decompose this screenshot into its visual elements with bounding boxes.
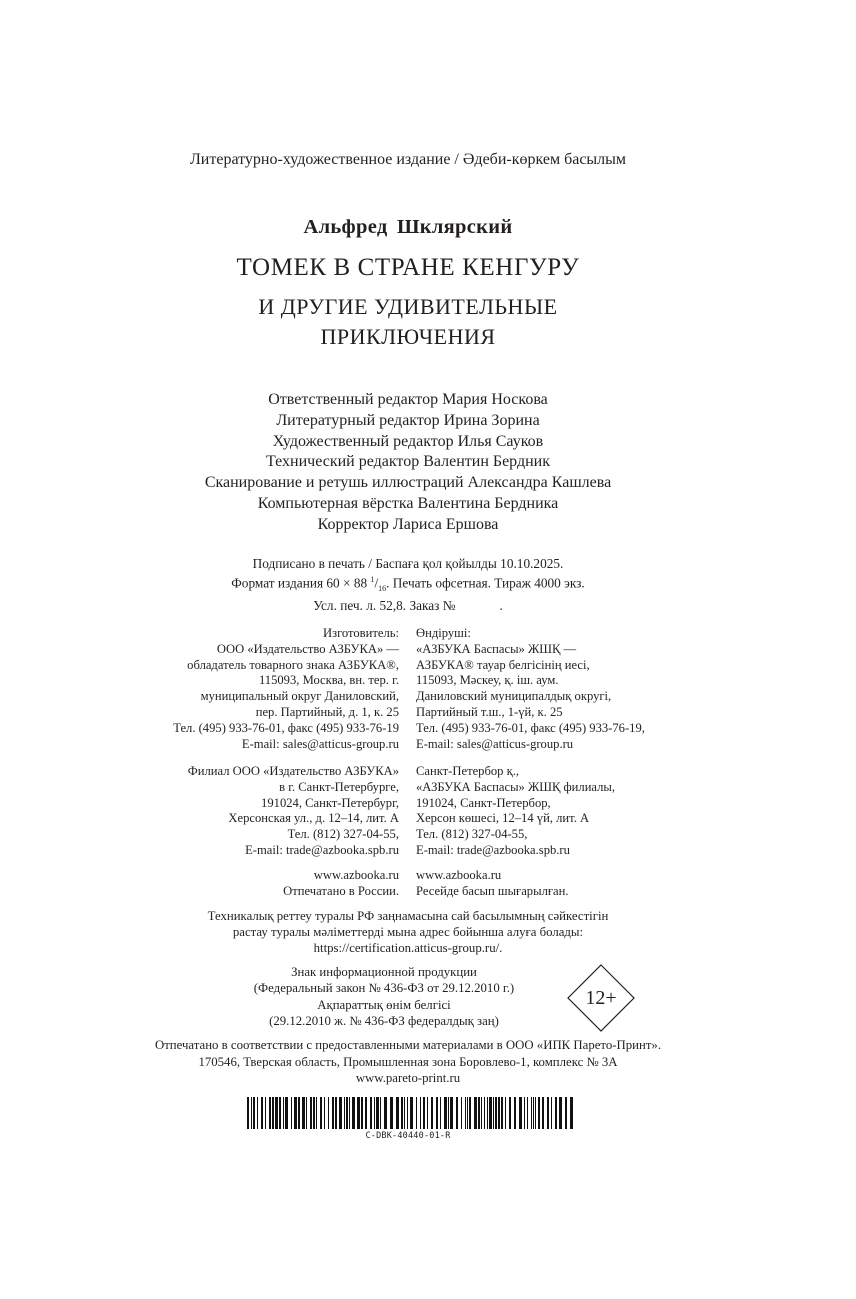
barcode-bar [559,1097,562,1129]
barcode-bar [538,1097,540,1129]
barcode-bar [501,1097,503,1129]
barcode-bar [298,1097,300,1129]
barcode-bar [450,1097,453,1129]
barcode-bar [509,1097,511,1129]
barcode-bar [505,1097,506,1129]
barcode-bar [302,1097,305,1129]
barcode-bar [420,1097,421,1129]
barcode-bar [478,1097,480,1129]
barcode-bar [390,1097,393,1129]
age-rating-badge [567,964,635,1032]
barcode-bar [324,1097,325,1129]
barcode-bar [313,1097,315,1129]
barcode-bar [380,1097,381,1129]
barcode-bar [487,1097,488,1129]
barcode-bar [344,1097,345,1129]
website-kz: www.azbooka.ru Ресейде басып шығарылған. [416,868,569,898]
barcode-bar [456,1097,458,1129]
credit-line: Сканирование и ретушь иллюстраций Александра Кашлева [204,474,612,492]
barcode [245,1097,573,1129]
barcode-bar [279,1097,281,1129]
barcode-bar [269,1097,271,1129]
barcode-bar [361,1097,363,1129]
barcode-bar [493,1097,494,1129]
barcode-bar [514,1097,516,1129]
barcode-bar [339,1097,342,1129]
barcode-label: C-DBK-40440-01-R [365,1131,451,1141]
book-subtitle [0,292,816,352]
barcode-bar [332,1097,334,1129]
barcode-bar [357,1097,360,1129]
barcode-bar [465,1097,466,1129]
barcode-bar [328,1097,329,1129]
info-product-sign: Знак информационной продукции (Федеральный закон № 436-ФЗ от 29.12.2010 г.) Ақпараттық өнім белгісі (29.12.2010 ж. № 436-ФЗ федералдық заң) [253,965,515,1028]
barcode-bar [253,1097,255,1129]
branch-kz: Санкт-Петербор қ., «АЗБУКА Баспасы» ЖШҚ филиалы, 191024, Санкт-Петербор, Херсон көшесі, 12–14 үй, лит. А Тел. (812) 327-04-55, E-mail: trade@azbooka.spb.ru [416,764,616,857]
manufacturer-ru: Изготовитель: ООО «Издательство АЗБУКА» — обладатель товарного знака АЗБУКА®, 115093, Москва, вн. тер. г. муниципальный округ Даниловский, пер. Партийный, д. 1, к. 25 Тел. (495) 933-76-01, факс (495) 933-76-19 E-mail: sales@atticus-group.ru [173,626,399,751]
barcode-bar [498,1097,500,1129]
barcode-bar [257,1097,258,1129]
manufacturer-kz: Өндіруші: «АЗБУКА Баспасы» ЖШҚ — АЗБУКА® тауар белгісінің иесі, 115093, Мәскеу, қ. іш. аум. Даниловский муниципалдық округі, Партийный т.ш., 1-үй, к. 25 Тел. (495) 933-76-01, факс (495) 933-76-19, E-mail: sales@atticus-group.ru [416,626,645,751]
barcode-bar [570,1097,573,1129]
barcode-bar [291,1097,292,1129]
barcode-bar [265,1097,266,1129]
barcode-bar [416,1097,417,1129]
barcode-bar [407,1097,408,1129]
barcode-bar [376,1097,379,1129]
barcode-bar [524,1097,525,1129]
order-line: Усл. печ. л. 52,8. Заказ № . [313,597,503,613]
signed-to-print: Подписано в печать / Баспаға қол қойылды 10.10.2025. [252,556,564,571]
barcode-bar [527,1097,528,1129]
barcode-bar [467,1097,468,1129]
edition-type: Литературно-художественное издание / Әдеби-көркем басылым [189,151,627,168]
barcode-bar [495,1097,497,1129]
barcode-bar [352,1097,355,1129]
credit-line: Литературный редактор Ирина Зорина [276,411,540,429]
barcode-bar [410,1097,413,1129]
barcode-bar [251,1097,252,1129]
author-name: Альфред Шклярский [303,216,513,238]
barcode-bar [519,1097,522,1129]
barcode-bar [469,1097,471,1129]
barcode-bar [436,1097,438,1129]
barcode-bar [346,1097,348,1129]
print-info [0,556,816,614]
book-title: ТОМЕК В СТРАНЕ КЕНГУРУ [236,254,580,281]
barcode-bar [320,1097,322,1129]
barcode-bar [547,1097,549,1129]
barcode-bar [474,1097,477,1129]
barcode-bar [440,1097,441,1129]
credit-line: Технический редактор Валентин Бердник [266,453,550,471]
barcode-bar [551,1097,552,1129]
certification-note: Техникалық реттеу туралы РФ заңнамасына сай басылымның сәйкестігін растау туралы мәліметтерді мына адрес бойынша алуға болады: https://certification.atticus-group.ru/. [207,909,609,956]
barcode-bar [374,1097,375,1129]
credit-line: Корректор Лариса Ершова [317,515,499,533]
barcode-bar [461,1097,462,1129]
website-ru: www.azbooka.ru Отпечатано в России. [283,868,399,898]
barcode-bar [481,1097,482,1129]
barcode-bar [444,1097,447,1129]
barcode-bar [370,1097,372,1129]
barcode-bar [335,1097,337,1129]
barcode-bar [555,1097,557,1129]
barcode-bar [427,1097,428,1129]
credit-line: Ответственный редактор Мария Носкова [268,391,548,408]
barcode-bar [283,1097,284,1129]
subtitle-line-1: И ДРУГИЕ УДИВИТЕЛЬНЫЕ [258,294,558,319]
barcode-bar [423,1097,425,1129]
barcode-bar [310,1097,312,1129]
barcode-bar [316,1097,317,1129]
barcode-bar [261,1097,263,1129]
barcode-bar [535,1097,536,1129]
barcode-bar [275,1097,278,1129]
barcode-bar [349,1097,350,1129]
barcode-bar [396,1097,399,1129]
age-rating-text: 12+ [585,987,617,1009]
barcode-bar [565,1097,567,1129]
branch-ru: Филиал ООО «Издательство АЗБУКА» в г. Санкт-Петербурге, 191024, Санкт-Петербург, Херсонская ул., д. 12–14, лит. А Тел. (812) 327-04-55, E-mail: trade@azbooka.spb.ru [187,764,399,857]
format-line: Формат издания 60 × 88 $^1/_{16}$. Печать офсетная. Тираж 4000 экз. [231,575,585,594]
barcode-bar [294,1097,297,1129]
barcode-bar [247,1097,249,1129]
credits-block [0,390,816,536]
printer-info: Отпечатано в соответствии с предоставленными материалами в ООО «ИПК Парето-Принт». 170546, Тверская область, Промышленная зона Боровлево-1, комплекс № 3А www.pareto-print.ru [154,1038,662,1085]
barcode-bar [401,1097,403,1129]
subtitle-line-2: ПРИКЛЮЧЕНИЯ [320,324,496,349]
barcode-bar [533,1097,534,1129]
barcode-bar [365,1097,367,1129]
barcode-bar [542,1097,544,1129]
barcode-bar [448,1097,449,1129]
barcode-bar [272,1097,274,1129]
credit-line: Компьютерная вёрстка Валентина Бердника [257,494,559,512]
barcode-bar [306,1097,307,1129]
barcode-bar [484,1097,485,1129]
barcode-bar [384,1097,387,1129]
barcode-bar [285,1097,288,1129]
barcode-bar [489,1097,492,1129]
barcode-bar [531,1097,532,1129]
credit-line: Художественный редактор Илья Сауков [272,432,544,450]
barcode-bar [431,1097,433,1129]
barcode-bar [404,1097,405,1129]
